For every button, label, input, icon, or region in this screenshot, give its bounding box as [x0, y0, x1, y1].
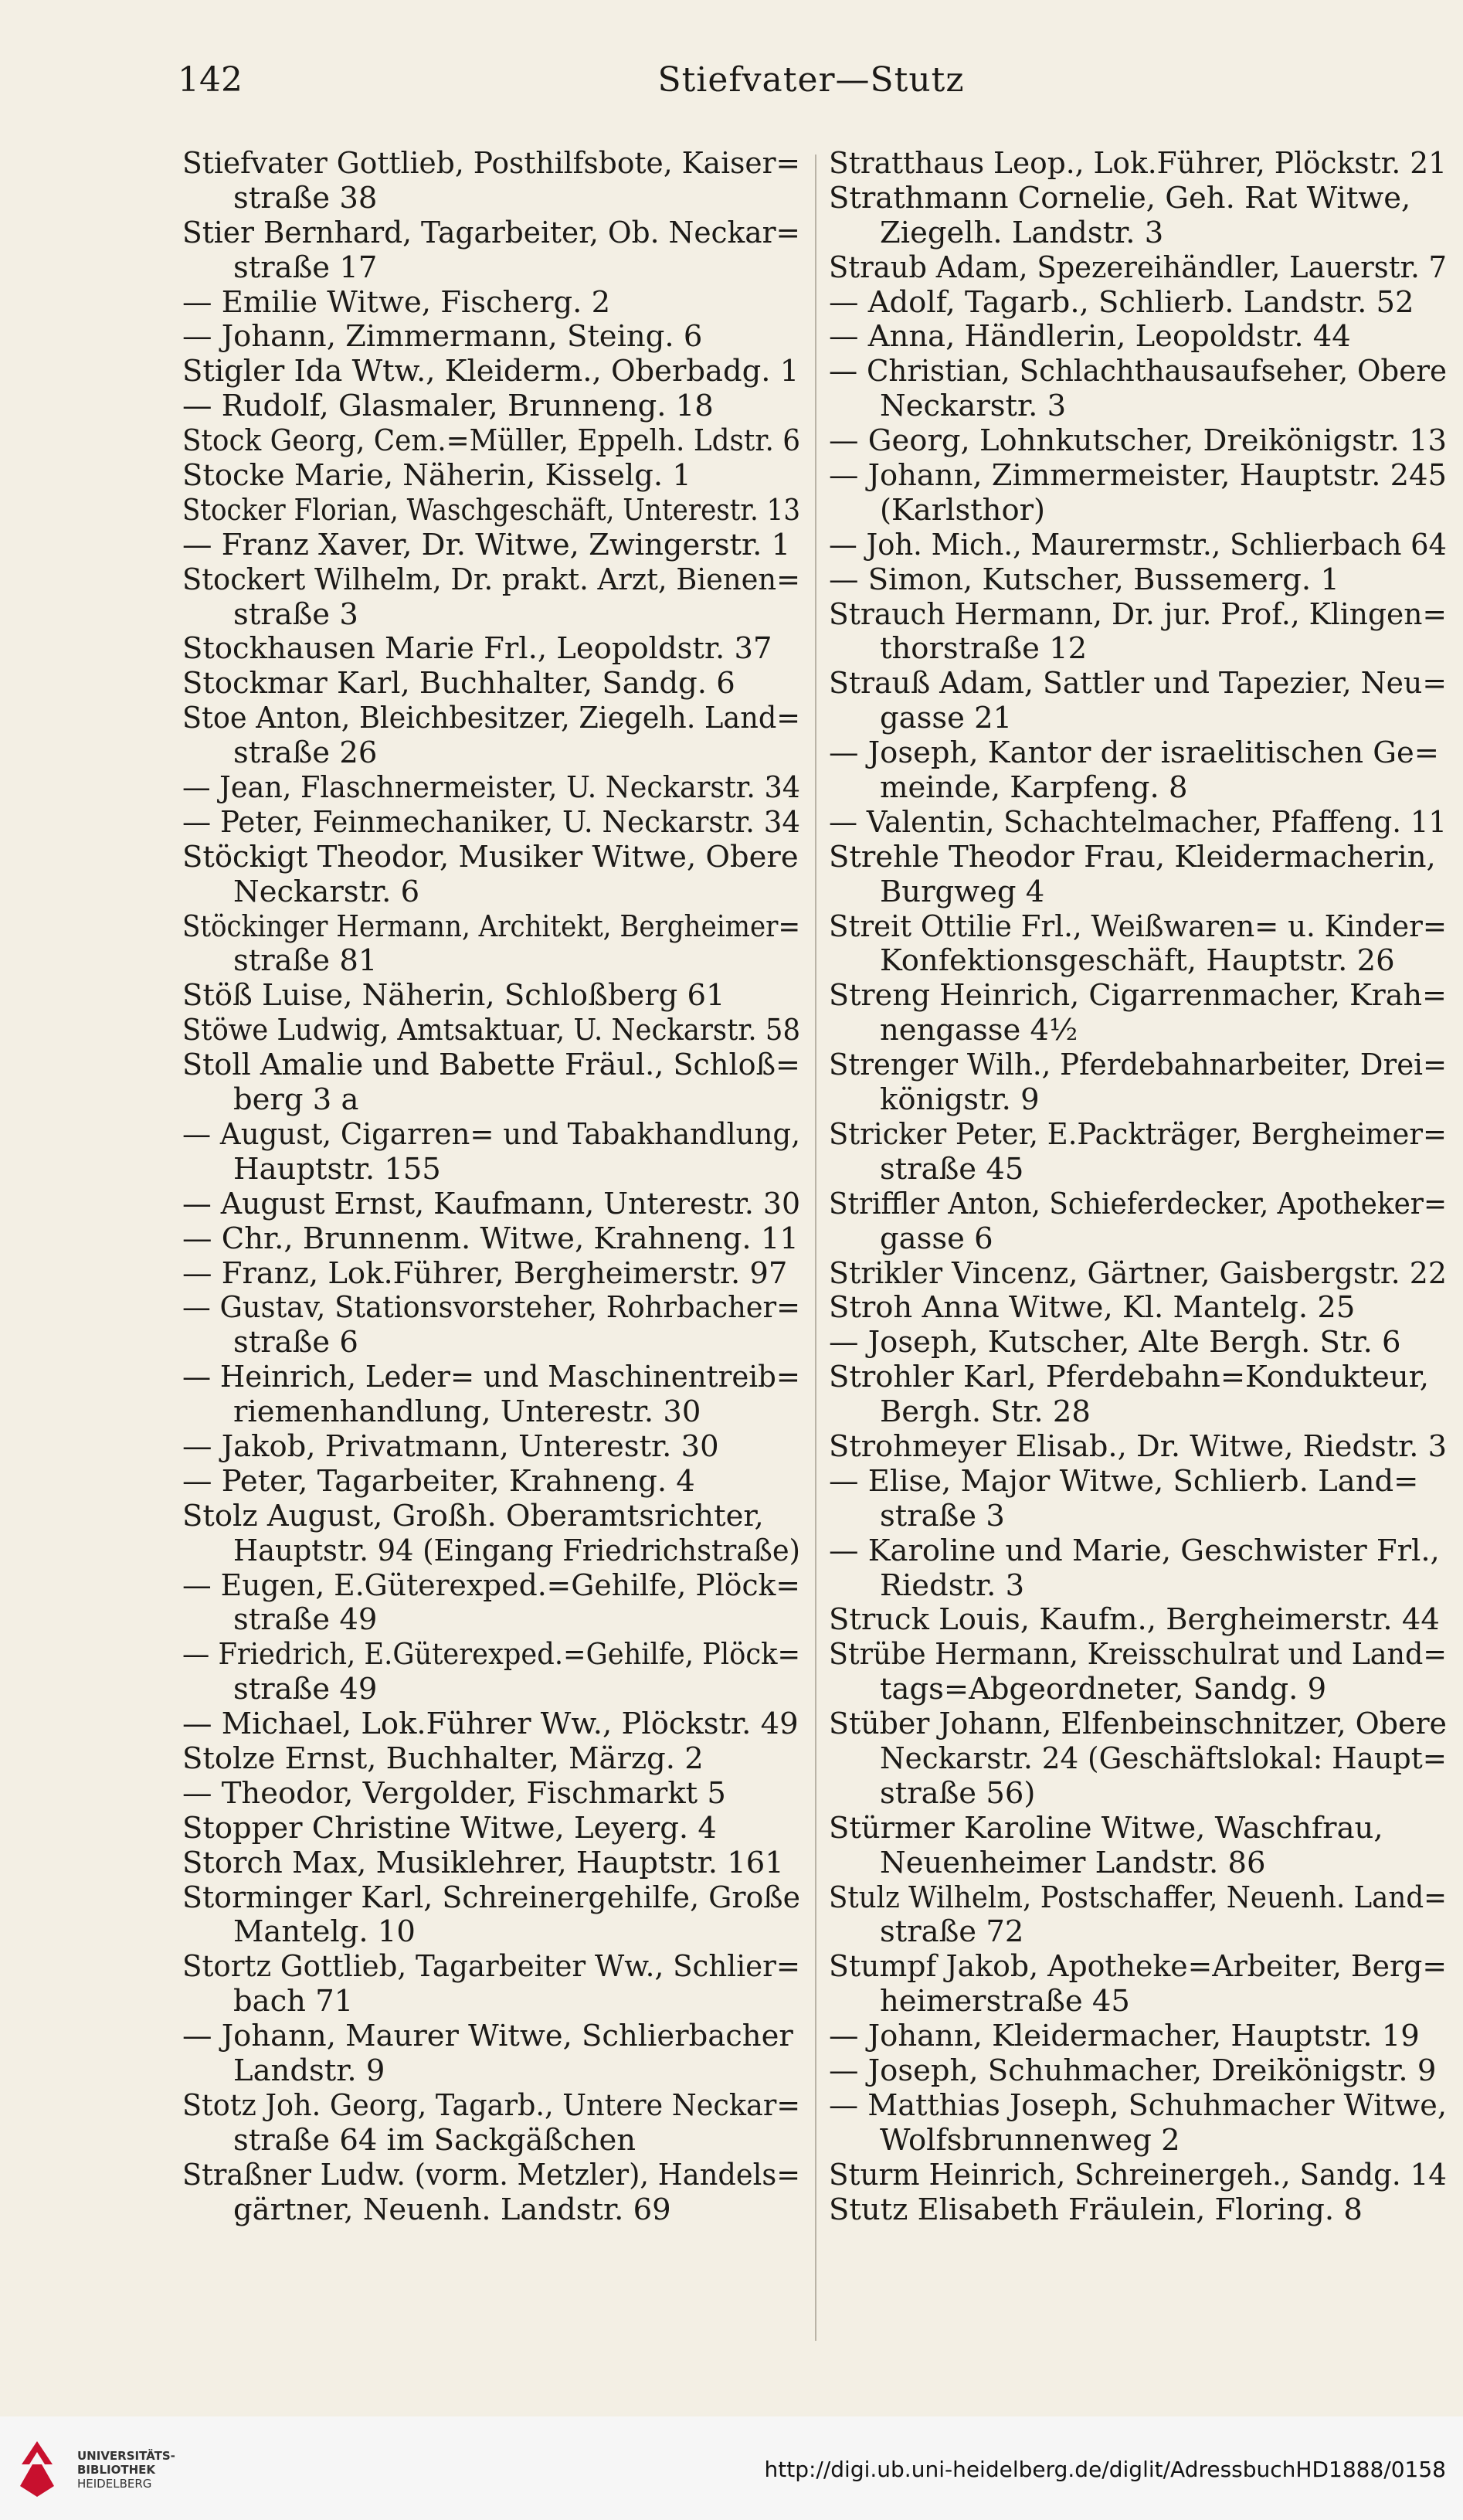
heidelberg-library-logo-icon: [17, 2438, 57, 2500]
directory-entry: — Johann, Maurer Witwe, Schlierbacher: [182, 2019, 793, 2054]
directory-entry: Strohler Karl, Pferdebahn=Kondukteur,: [829, 1360, 1430, 1395]
directory-entry: — Peter, Feinmechaniker, U. Neckarstr. 34: [182, 804, 800, 840]
page-header: [178, 60, 1444, 107]
directory-entry-continuation: Hauptstr. 155: [233, 1151, 441, 1187]
directory-entry: Stulz Wilhelm, Postschaffer, Neuenh. Land=: [829, 1880, 1447, 1915]
directory-entry: — Jean, Flaschnermeister, U. Neckarstr. 34: [182, 770, 800, 806]
directory-entry: Stoll Amalie und Babette Fräul., Schloß=: [182, 1048, 800, 1083]
directory-entry: Stüber Johann, Elfenbeinschnitzer, Obere: [829, 1707, 1447, 1742]
directory-entry: — Joseph, Schuhmacher, Dreikönigstr. 9: [829, 2053, 1437, 2088]
directory-entry: Stiefvater Gottlieb, Posthilfsbote, Kaiser=: [182, 146, 800, 181]
directory-entry: Strohmeyer Elisab., Dr. Witwe, Riedstr. 3: [829, 1428, 1447, 1464]
directory-entry: Strauch Hermann, Dr. jur. Prof., Klingen=: [829, 596, 1447, 632]
directory-entry: — Adolf, Tagarb., Schlierb. Landstr. 52: [829, 284, 1414, 320]
directory-entry-continuation: Burgweg 4: [880, 874, 1045, 909]
directory-entry-continuation: (Karlsthor): [880, 492, 1046, 528]
directory-entry-continuation: Neckarstr. 3: [880, 389, 1067, 424]
directory-entry: Stocke Marie, Näherin, Kisselg. 1: [182, 458, 691, 494]
directory-entry: Storch Max, Musiklehrer, Hauptstr. 161: [182, 1845, 784, 1880]
library-name-line-1: UNIVERSITÄTS-: [77, 2449, 175, 2463]
directory-entry-continuation: Neckarstr. 6: [233, 874, 420, 909]
directory-entry: — Heinrich, Leder= und Maschinentreib=: [182, 1360, 800, 1395]
directory-entry: Striffler Anton, Schieferdecker, Apotheker=: [829, 1186, 1447, 1221]
directory-entry: — Christian, Schlachthausaufseher, Obere: [829, 354, 1447, 389]
directory-entry: Sturm Heinrich, Schreinergeh., Sandg. 14: [829, 2157, 1447, 2192]
directory-entry-continuation: straße 72: [880, 1914, 1024, 1950]
directory-entry: — Joseph, Kutscher, Alte Bergh. Str. 6: [829, 1325, 1401, 1360]
directory-entry: — Johann, Zimmermeister, Hauptstr. 245: [829, 458, 1447, 494]
directory-entry: Stutz Elisabeth Fräulein, Floring. 8: [829, 2192, 1363, 2227]
page-title: Stiefvater—Stutz: [657, 60, 965, 100]
directory-entry: — August Ernst, Kaufmann, Unterestr. 30: [182, 1186, 800, 1221]
directory-entry: Strehle Theodor Frau, Kleidermacherin,: [829, 839, 1436, 875]
directory-entry-continuation: Neckarstr. 24 (Geschäftslokal: Haupt=: [880, 1741, 1447, 1776]
directory-entry: — Anna, Händlerin, Leopoldstr. 44: [829, 319, 1351, 355]
directory-entry-continuation: Mantelg. 10: [233, 1914, 416, 1950]
directory-entry: — Karoline und Marie, Geschwister Frl.,: [829, 1533, 1440, 1568]
directory-entry: — Franz Xaver, Dr. Witwe, Zwingerstr. 1: [182, 527, 791, 562]
directory-entry-continuation: gasse 21: [880, 701, 1013, 736]
directory-entry: — Friedrich, E.Güterexped.=Gehilfe, Plöck=: [182, 1637, 800, 1673]
footer-bar: [0, 2416, 1463, 2520]
directory-entry-continuation: tags=Abgeordneter, Sandg. 9: [880, 1672, 1327, 1707]
directory-entry: — Valentin, Schachtelmacher, Pfaffeng. 11: [829, 804, 1447, 840]
directory-entry: Streit Ottilie Frl., Weißwaren= u. Kinder=: [829, 908, 1447, 944]
directory-entry-continuation: heimerstraße 45: [880, 1984, 1130, 2019]
directory-entry-continuation: thorstraße 12: [880, 631, 1088, 667]
directory-entry: Stöckinger Hermann, Architekt, Bergheimer=: [182, 908, 800, 944]
directory-entry-continuation: bach 71: [233, 1984, 354, 2019]
directory-entry: Strübe Hermann, Kreisschulrat und Land=: [829, 1637, 1447, 1673]
directory-entry: Stotz Joh. Georg, Tagarb., Untere Neckar=: [182, 2087, 800, 2123]
directory-entry-continuation: Landstr. 9: [233, 2053, 385, 2088]
library-name: [77, 2449, 175, 2491]
directory-entry: Stürmer Karoline Witwe, Waschfrau,: [829, 1810, 1383, 1846]
directory-entry: Storminger Karl, Schreinergehilfe, Große: [182, 1880, 800, 1915]
directory-entry-continuation: straße 3: [233, 596, 358, 632]
directory-entry: — Franz, Lok.Führer, Bergheimerstr. 97: [182, 1255, 788, 1291]
directory-entry: Strauß Adam, Sattler und Tapezier, Neu=: [829, 666, 1447, 701]
directory-entry: Straub Adam, Spezereihändler, Lauerstr. 7: [829, 250, 1447, 285]
page-number: 142: [178, 60, 243, 100]
directory-entry-continuation: Wolfsbrunnenweg 2: [880, 2122, 1180, 2158]
directory-entry: Stortz Gottlieb, Tagarbeiter Ww., Schlier=: [182, 1949, 800, 1985]
directory-entry-continuation: Konfektionsgeschäft, Hauptstr. 26: [880, 943, 1395, 979]
directory-entry-continuation: Ziegelh. Landstr. 3: [880, 215, 1164, 250]
directory-entry-continuation: straße 26: [233, 735, 378, 771]
directory-entry: — Johann, Zimmermann, Steing. 6: [182, 319, 703, 355]
directory-entry: — Simon, Kutscher, Bussemerg. 1: [829, 562, 1339, 597]
directory-entry-continuation: straße 3: [880, 1498, 1005, 1533]
directory-entry: Stocker Florian, Waschgeschäft, Unterestr. 13: [182, 492, 800, 528]
directory-entry: — Joh. Mich., Maurermstr., Schlierbach 64: [829, 527, 1447, 562]
directory-entry: — Emilie Witwe, Fischerg. 2: [182, 284, 611, 320]
directory-entry: Stolze Ernst, Buchhalter, Märzg. 2: [182, 1741, 704, 1776]
directory-entry: Stöckigt Theodor, Musiker Witwe, Obere: [182, 839, 799, 875]
directory-entry: — Joseph, Kantor der israelitischen Ge=: [829, 735, 1440, 771]
directory-entry: Stockmar Karl, Buchhalter, Sandg. 6: [182, 666, 735, 701]
directory-entry: — August, Cigarren= und Tabakhandlung,: [182, 1116, 800, 1152]
directory-entry: Struck Louis, Kaufm., Bergheimerstr. 44: [829, 1602, 1440, 1638]
directory-entry-continuation: königstr. 9: [880, 1082, 1040, 1118]
directory-entry: — Gustav, Stationsvorsteher, Rohrbacher=: [182, 1290, 800, 1326]
directory-entry: Stock Georg, Cem.=Müller, Eppelh. Ldstr. 6: [182, 423, 800, 459]
directory-entry-continuation: nengasse 4½: [880, 1013, 1078, 1048]
source-url-link[interactable]: http://digi.ub.uni-heidelberg.de/diglit/AdressbuchHD1888/0158: [764, 2457, 1446, 2482]
directory-entry: Stroh Anna Witwe, Kl. Mantelg. 25: [829, 1290, 1356, 1326]
directory-entry: — Eugen, E.Güterexped.=Gehilfe, Plöck=: [182, 1567, 800, 1603]
directory-entry: Strikler Vincenz, Gärtner, Gaisbergstr. 22: [829, 1255, 1447, 1291]
directory-entry-continuation: Hauptstr. 94 (Eingang Friedrichstraße): [233, 1533, 800, 1568]
directory-entry: Strathmann Cornelie, Geh. Rat Witwe,: [829, 180, 1411, 216]
directory-entry: — Rudolf, Glasmaler, Brunneng. 18: [182, 389, 714, 424]
directory-entry: Stolz August, Großh. Oberamtsrichter,: [182, 1498, 764, 1533]
directory-entry-continuation: gasse 6: [880, 1221, 993, 1256]
directory-entry-continuation: straße 17: [233, 250, 378, 285]
directory-entry-continuation: gärtner, Neuenh. Landstr. 69: [233, 2192, 671, 2227]
directory-entry-continuation: meinde, Karpfeng. 8: [880, 770, 1188, 806]
directory-entry: Streng Heinrich, Cigarrenmacher, Krah=: [829, 978, 1447, 1014]
directory-entry-continuation: berg 3 a: [233, 1082, 359, 1118]
directory-entry: Stricker Peter, E.Packträger, Bergheimer=: [829, 1116, 1447, 1152]
directory-entry-continuation: Bergh. Str. 28: [880, 1394, 1091, 1430]
library-name-line-3: HEIDELBERG: [77, 2477, 152, 2491]
directory-entry: — Chr., Brunnenm. Witwe, Krahneng. 11: [182, 1221, 799, 1256]
directory-entry: — Jakob, Privatmann, Unterestr. 30: [182, 1428, 719, 1464]
directory-entry: — Elise, Major Witwe, Schlierb. Land=: [829, 1463, 1419, 1499]
directory-entry-continuation: Riedstr. 3: [880, 1567, 1025, 1603]
directory-entry: Stöß Luise, Näherin, Schloßberg 61: [182, 978, 725, 1014]
directory-entry: Stumpf Jakob, Apotheke=Arbeiter, Berg=: [829, 1949, 1447, 1985]
directory-entry: Stopper Christine Witwe, Leyerg. 4: [182, 1810, 717, 1846]
directory-entry: — Michael, Lok.Führer Ww., Plöckstr. 49: [182, 1707, 799, 1742]
directory-entry-continuation: straße 81: [233, 943, 378, 979]
directory-entry: — Peter, Tagarbeiter, Krahneng. 4: [182, 1463, 695, 1499]
directory-entry: Stockhausen Marie Frl., Leopoldstr. 37: [182, 631, 772, 667]
directory-entry-continuation: straße 45: [880, 1151, 1024, 1187]
directory-entry-continuation: straße 49: [233, 1602, 378, 1638]
column-divider: [815, 155, 816, 2341]
directory-entry: Stoe Anton, Bleichbesitzer, Ziegelh. Land=: [182, 701, 800, 736]
directory-entry-continuation: Neuenheimer Landstr. 86: [880, 1845, 1266, 1880]
directory-entry: — Johann, Kleidermacher, Hauptstr. 19: [829, 2019, 1420, 2054]
directory-entry: — Theodor, Vergolder, Fischmarkt 5: [182, 1775, 726, 1811]
directory-entry: Straßner Ludw. (vorm. Metzler), Handels=: [182, 2157, 800, 2192]
directory-entry: Strenger Wilh., Pferdebahnarbeiter, Drei=: [829, 1048, 1447, 1083]
directory-entry-continuation: straße 38: [233, 180, 378, 216]
directory-entry-continuation: straße 64 im Sackgäßchen: [233, 2122, 636, 2158]
directory-entry: — Matthias Joseph, Schuhmacher Witwe,: [829, 2087, 1447, 2123]
directory-entry-continuation: straße 56): [880, 1775, 1036, 1811]
directory-entry-continuation: straße 6: [233, 1325, 358, 1360]
left-column: [182, 147, 800, 2356]
directory-entry: Stier Bernhard, Tagarbeiter, Ob. Neckar=: [182, 215, 800, 250]
directory-entry: Stratthaus Leop., Lok.Führer, Plöckstr. 21: [829, 146, 1447, 181]
directory-entry: — Georg, Lohnkutscher, Dreikönigstr. 13: [829, 423, 1447, 459]
directory-entry: Stöwe Ludwig, Amtsaktuar, U. Neckarstr. 58: [182, 1013, 800, 1048]
right-column: [829, 147, 1447, 2356]
directory-entry: Stockert Wilhelm, Dr. prakt. Arzt, Bienen=: [182, 562, 800, 597]
directory-entry: Stigler Ida Wtw., Kleiderm., Oberbadg. 1: [182, 354, 799, 389]
directory-entry-continuation: riemenhandlung, Unterestr. 30: [233, 1394, 701, 1430]
directory-entry-continuation: straße 49: [233, 1672, 378, 1707]
library-name-line-2: BIBLIOTHEK: [77, 2463, 155, 2477]
